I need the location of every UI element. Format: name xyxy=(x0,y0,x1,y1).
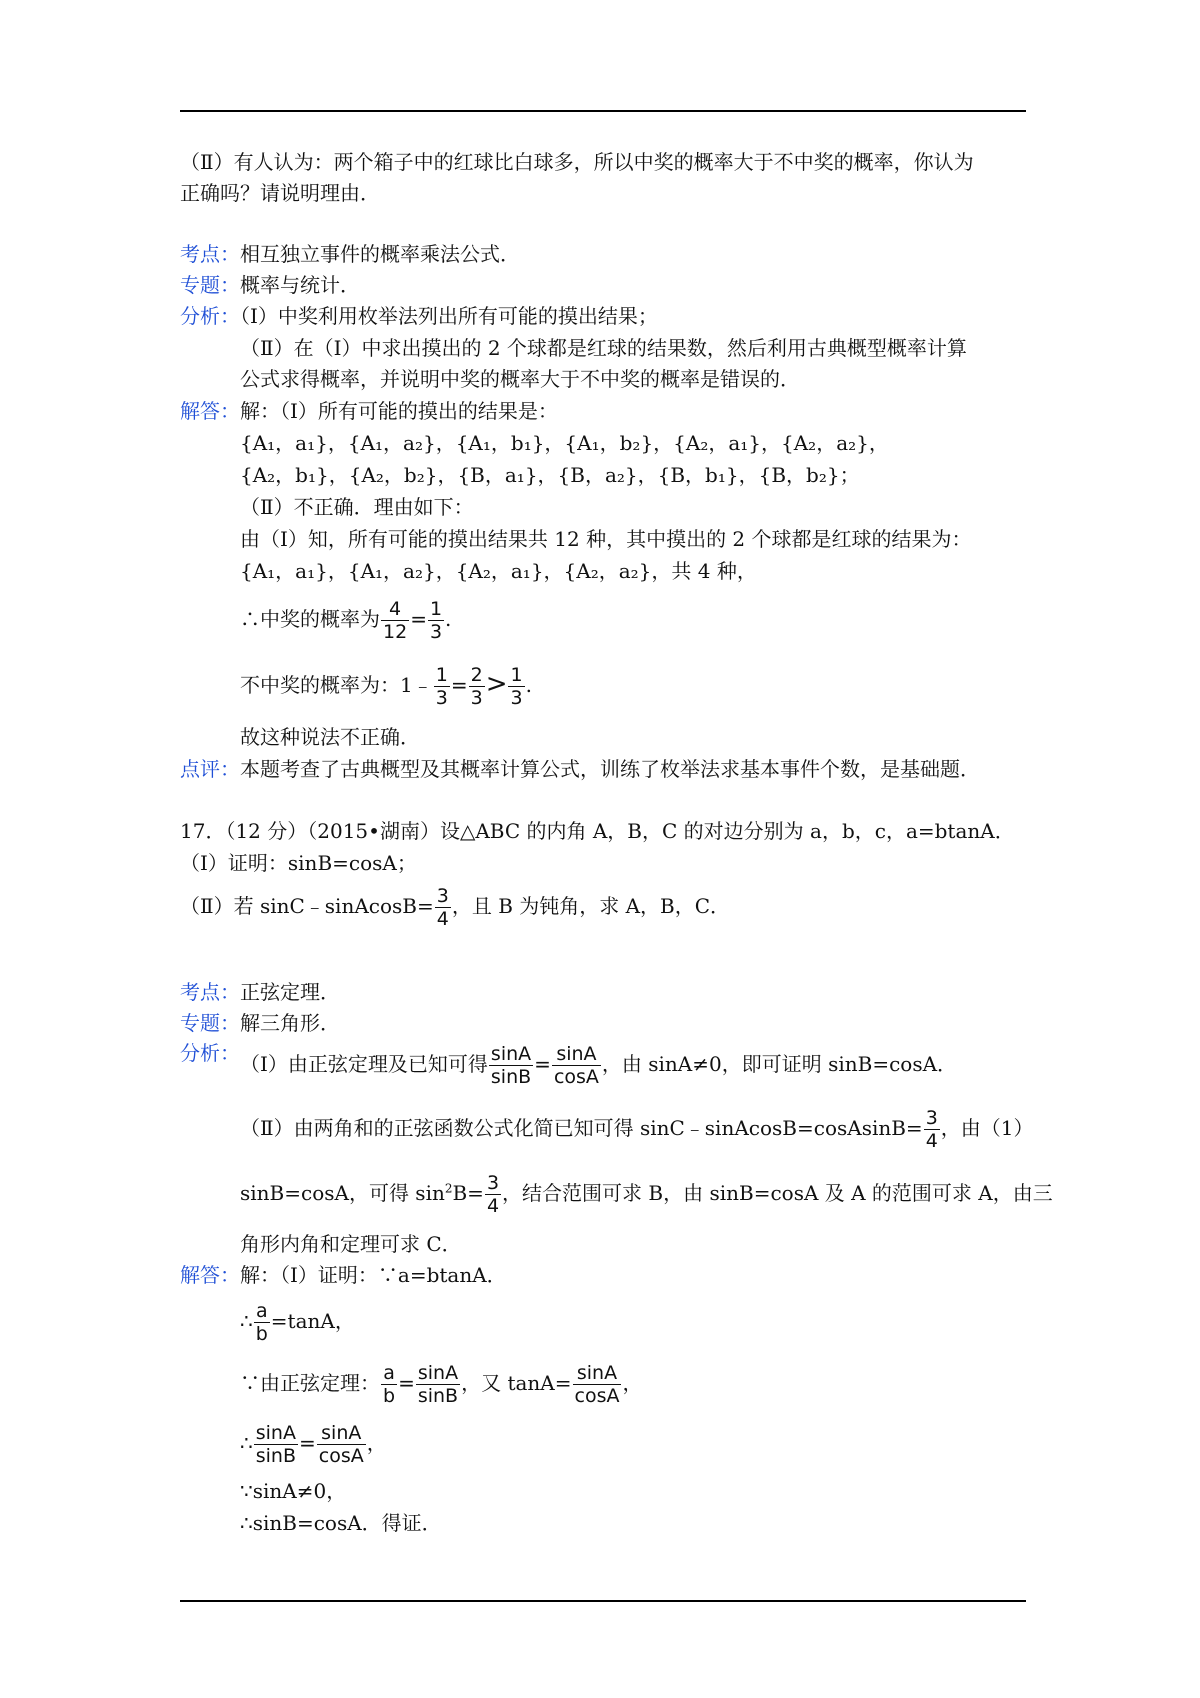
fraction-1-3: $\frac{1}{3}$ xyxy=(429,598,443,643)
fenxi-1 xyxy=(180,301,658,331)
q16-part2-line1: （Ⅱ）有人认为：两个箱子中的红球比白球多，所以中奖的概率大于不中奖的概率，你认为 xyxy=(180,150,974,174)
jieda-2c: ∵由正弦定理： $\frac{a}{b}$ = $\frac{\sin A}{\sin B}$ ，又 tanA= $\frac{\sin A}{\cos A}$ ， xyxy=(240,1362,643,1407)
jieda-2e: ∵sinA≠0， xyxy=(240,1479,347,1503)
fraction-sinA-sinB-2: $\frac{\sin A}{\sin B}$ xyxy=(417,1362,459,1407)
fenxi-2-label: 分析： xyxy=(180,1041,240,1065)
p-win-prefix: ∴中奖的概率为 xyxy=(240,607,380,631)
q17-part1: （Ⅰ）证明：sinB=cosA； xyxy=(180,851,417,875)
fraction-3-4-c: $\frac{3}{4}$ xyxy=(486,1172,500,1217)
fraction-a-b-2: $\frac{a}{b}$ xyxy=(383,1362,396,1407)
jieda-2a: 解答：解：（Ⅰ）证明：∵a=btanA． xyxy=(180,1263,507,1287)
fenxi-1b: （Ⅱ）在（Ⅰ）中求出摸出的 2 个球都是红球的结果数，然后利用古典概型概率计算 xyxy=(240,336,967,360)
outcome-set-3: {A₁，a₁}，{A₁，a₂}，{A₂，a₁}，{A₂，a₂}，共 4 种， xyxy=(240,559,757,583)
fraction-a-b: $\frac{a}{b}$ xyxy=(255,1300,268,1345)
kaodian-2: 考点：正弦定理． xyxy=(180,980,340,1004)
conclusion-1: 故这种说法不正确． xyxy=(240,725,420,749)
fraction-4-12: $\frac{4}{12}$ xyxy=(383,598,408,643)
footer-rule xyxy=(180,1600,1026,1602)
outcome-set-2: {A₂，b₁}，{A₂，b₂}，{B，a₁}，{B，a₂}，{B，b₁}，{B，b₂}； xyxy=(240,463,860,487)
fenxi-2c: sinB=cosA，可得 $\sin^2B=$ $\frac{3}{4}$ ，结合范围可求 B，由 sinB=cosA 及 A 的范围可求 A，由三 xyxy=(240,1172,1053,1217)
fenxi-text-a: （Ⅰ）中奖利用枚举法列出所有可能的摸出结果； xyxy=(240,304,658,328)
fraction-1-3-b: $\frac{1}{3}$ xyxy=(435,664,448,709)
jieda-2b: ∴ $\frac{a}{b}$ =tanA， xyxy=(240,1300,355,1345)
header-rule xyxy=(180,110,1026,112)
dianping-1 xyxy=(180,754,980,784)
jieda-2d: ∴ $\frac{\sin A}{\sin B}$ = $\frac{\sin A}{\cos A}$ ， xyxy=(240,1422,387,1467)
q17-part2: （Ⅱ）若 sinC﹣sinAcosB= $\frac{3}{4}$ ，且 B 为钝角，求 A，B，C． xyxy=(180,885,731,930)
jieda-text-a: 解：（Ⅰ）所有可能的摸出的结果是： xyxy=(240,399,558,423)
fraction-sinA-cosA: $\frac{\sin A}{\cos A}$ xyxy=(553,1043,599,1088)
zhuanti-text: 概率与统计． xyxy=(240,273,360,297)
fraction-sinA-sinB: $\frac{\sin A}{\sin B}$ xyxy=(490,1043,532,1088)
zhuanti-1 xyxy=(180,270,360,300)
fenxi-2b: （Ⅱ）由两角和的正弦函数公式化简已知可得 sinC﹣sinAcosB=cosAsinB= $\frac{3}{4}$ ，由（1） xyxy=(240,1107,1034,1152)
jieda-1b: （Ⅱ）不正确．理由如下： xyxy=(240,495,474,519)
fenxi-2d: 角形内角和定理可求 C． xyxy=(240,1232,462,1256)
p-lose-line: 不中奖的概率为：1﹣ $\frac{1}{3}$ = $\frac{2}{3}$ > $\frac{1}{3}$ . xyxy=(240,664,532,709)
greater-than-sign: > xyxy=(485,669,508,699)
jieda-1c: 由（Ⅰ）知，所有可能的摸出结果共 12 种，其中摸出的 2 个球都是红球的结果为： xyxy=(240,527,972,551)
dianping-text: 本题考查了古典概型及其概率计算公式，训练了枚举法求基本事件个数，是基础题． xyxy=(240,757,980,781)
fraction-1-3-c: $\frac{1}{3}$ xyxy=(510,664,523,709)
fraction-3-4-b: $\frac{3}{4}$ xyxy=(925,1107,938,1152)
zhuanti-2: 专题：解三角形． xyxy=(180,1011,340,1035)
kaodian-text: 相互独立事件的概率乘法公式． xyxy=(240,242,520,266)
jieda-1 xyxy=(180,396,558,426)
jieda-2f: ∴sinB=cosA．得证． xyxy=(240,1511,442,1535)
fraction-sinA-cosA-3: $\frac{\sin A}{\cos A}$ xyxy=(318,1422,364,1467)
kaodian-1 xyxy=(180,239,520,269)
fraction-2-3: $\frac{2}{3}$ xyxy=(470,664,483,709)
kaodian-label: 考点： xyxy=(180,242,240,266)
q16-part2-line2: 正确吗？请说明理由． xyxy=(180,181,380,205)
jieda-label: 解答： xyxy=(180,399,240,423)
dianping-label: 点评： xyxy=(180,757,240,781)
q17-stem: 17．（12 分）（2015•湖南）设△ABC 的内角 A，B，C 的对边分别为 a，b，c，a=btanA． xyxy=(180,819,1015,843)
fraction-3-4: $\frac{3}{4}$ xyxy=(436,885,449,930)
fenxi-1c: 公式求得概率，并说明中奖的概率大于不中奖的概率是错误的． xyxy=(240,367,800,391)
p-win-line: ∴中奖的概率为 $\frac{4}{12}$ = $\frac{1}{3}$ . xyxy=(240,598,452,643)
fenxi-2a: （Ⅰ）由正弦定理及已知可得 $\frac{\sin A}{\sin B}$ = $\frac{\sin A}{\cos A}$ ，由 sinA≠0，即可证明 sinB=cosA． xyxy=(240,1043,958,1088)
zhuanti-label: 专题： xyxy=(180,273,240,297)
fraction-sinA-sinB-3: $\frac{\sin A}{\sin B}$ xyxy=(255,1422,296,1467)
fraction-sinA-cosA-2: $\frac{\sin A}{\cos A}$ xyxy=(574,1362,620,1407)
fenxi-label: 分析： xyxy=(180,304,240,328)
p-lose-prefix: 不中奖的概率为：1﹣ xyxy=(240,673,433,697)
outcome-set-1: {A₁，a₁}，{A₁，a₂}，{A₁，b₁}，{A₁，b₂}，{A₂，a₁}，{A₂，a₂}， xyxy=(240,431,889,455)
equals-sign: = xyxy=(410,607,427,631)
